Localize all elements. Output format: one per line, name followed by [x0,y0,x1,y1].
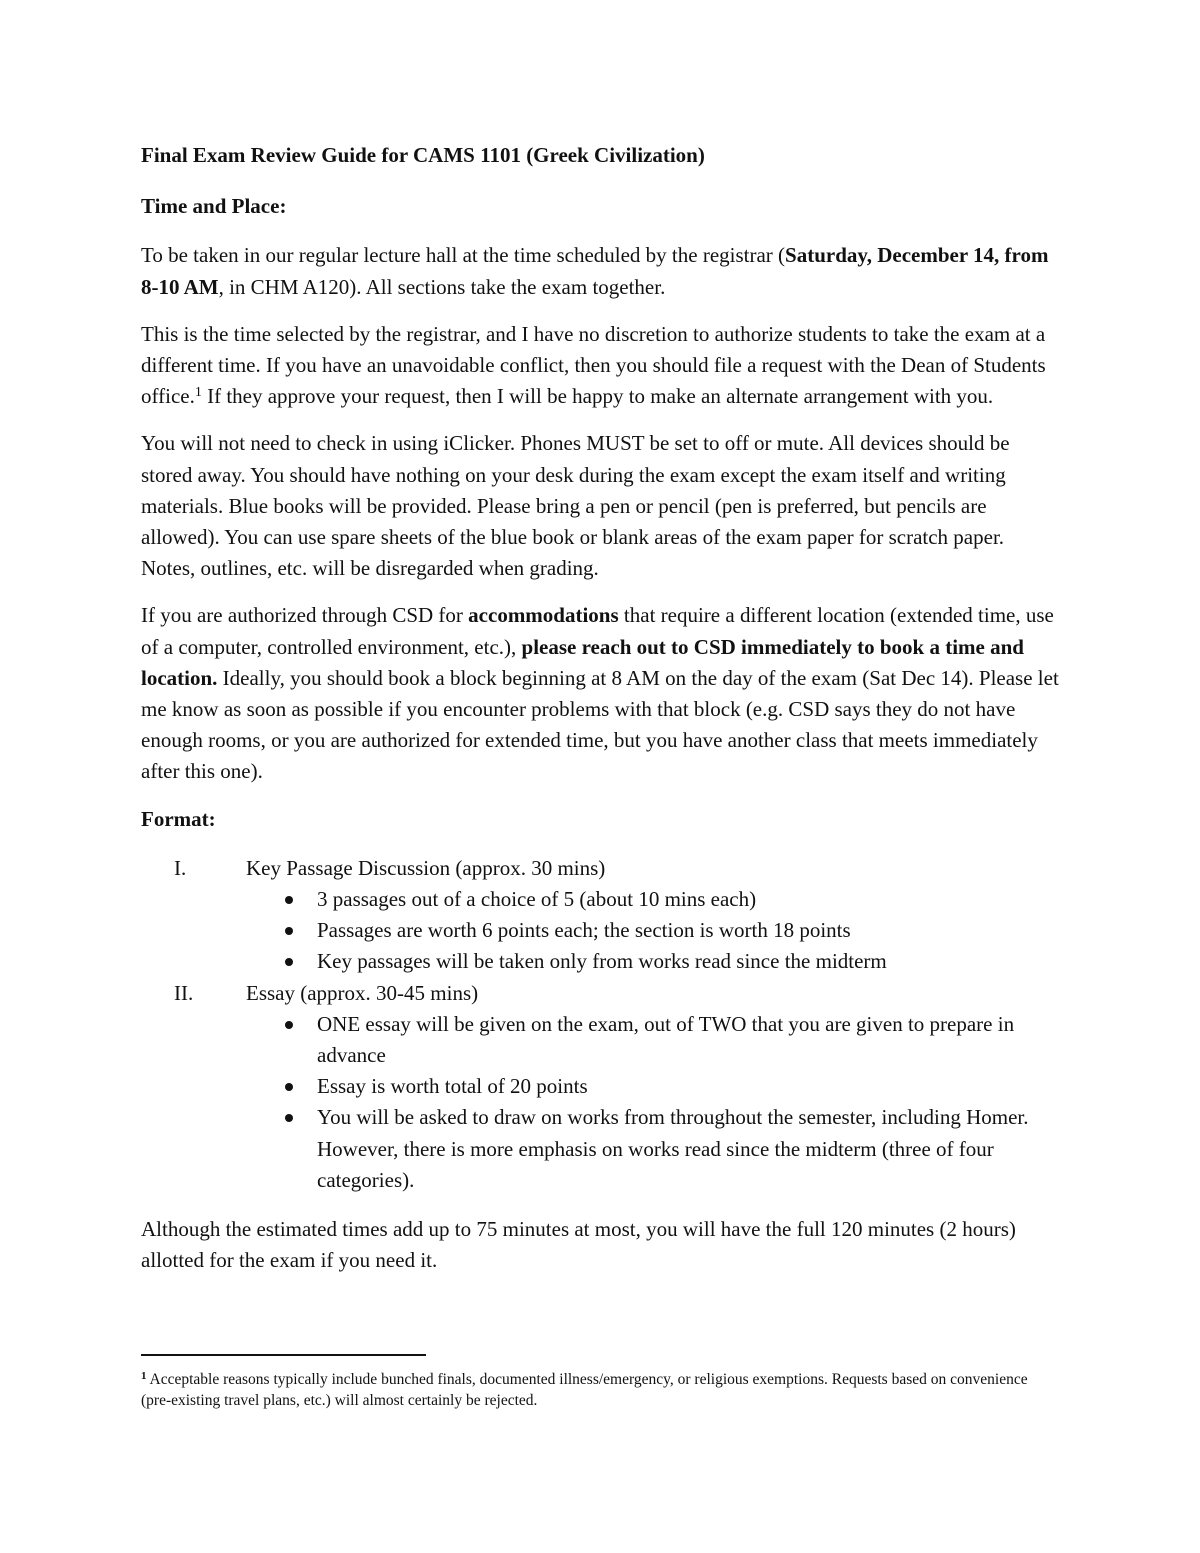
bullet-icon [285,958,293,966]
exam-date-time: Saturday, December 14, from 8-10 AM [141,243,1049,299]
rules-paragraph: You will not need to check in using iClicker. Phones MUST be set to off or mute. All devices should be stored away. You should have nothing on your desk during the exam except the exam itself and writing materials. Blue books will be provided. Please bring a pen or pencil (pen is preferred, but pencils are allowed). You can use spare sheets of the blue book or blank areas of the exam paper for scratch paper. Notes, outlines, etc. will be disregarded when grading. [141,431,1010,581]
document-title: Final Exam Review Guide for CAMS 1101 (Greek Civilization) [141,143,705,167]
schedule-text-a: To be taken in our regular lecture hall at the time scheduled by the registrar ( [141,243,786,268]
format-section-1 [141,853,1061,884]
footnote-text: Acceptable reasons typically include bunched finals, documented illness/emergency, or religious exemptions. Requests based on convenience (pre-existing travel plans, etc.) will almost certainly be rejected. [141,1371,1028,1409]
footnote-ref: 1 [194,385,202,401]
footnote-number: 1 [141,1370,147,1382]
bullet-icon [285,896,293,904]
footnote-divider [141,1354,426,1356]
bullet-icon [285,1021,293,1029]
closing-paragraph: Although the estimated times add up to 75 minutes at most, you will have the full 120 minutes (2 hours) allotted for the exam if you need it. [141,1217,1016,1273]
accom-text-e: Ideally, you should book a block beginning at 8 AM on the day of the exam (Sat Dec 14). Please let me know as soon as possible if you encounter problems with that block (e.g. CSD says they do not have enough rooms, or you are authorized for extended time, but you have another class that meets immediately after this one). [141,665,1059,784]
section-label: Essay (approx. 30-45 mins) [246,980,479,1005]
format-list [141,853,1061,1196]
bullet-icon [285,1114,293,1122]
list-item: Essay is worth total of 20 points [317,1071,1061,1102]
bullet-icon [285,1083,293,1091]
time-place-heading: Time and Place: [141,194,287,219]
conflict-text-a: This is the time selected by the registrar, and I have no discretion to authorize students to take the exam at a different time. If you have an unavoidable conflict, then you should file a request with the Dean of Students office. [141,321,1046,409]
format-section-2 [141,978,1061,1009]
bullet-icon [285,927,293,935]
section-number: II. [174,980,194,1005]
accom-text-d: please reach out to CSD immediately to book a time and location. [141,634,1024,690]
footnote [141,1369,1061,1411]
section-2-bullets [141,1009,1061,1196]
list-item: ONE essay will be given on the exam, out of TWO that you are given to prepare in advance [317,1009,1061,1071]
accom-text-a: If you are authorized through CSD for [141,603,469,628]
accommodations-paragraph [141,600,1061,787]
list-item: 3 passages out of a choice of 5 (about 10 mins each) [317,884,1061,915]
list-item: You will be asked to draw on works from throughout the semester, including Homer. However, there is more emphasis on works read since the midterm (three of four categories). [317,1102,1061,1196]
section-label: Key Passage Discussion (approx. 30 mins) [246,855,606,880]
schedule-text-c: , in CHM A120). All sections take the exam together. [218,274,666,299]
document-body [141,140,1061,1293]
list-item: Key passages will be taken only from works read since the midterm [317,946,1061,977]
accom-text-c: that require a different location (extended time, use of a computer, controlled environment, etc.), [141,603,1054,659]
section-number: I. [174,855,187,880]
accom-text-b: accommodations [468,603,619,628]
format-heading: Format: [141,806,216,831]
list-item: Passages are worth 6 points each; the section is worth 18 points [317,915,1061,946]
conflict-paragraph [141,319,1061,413]
conflict-text-b: If they approve your request, then I will be happy to make an alternate arrangement with you. [201,384,994,409]
section-1-bullets [141,884,1061,978]
schedule-paragraph [141,240,1061,302]
